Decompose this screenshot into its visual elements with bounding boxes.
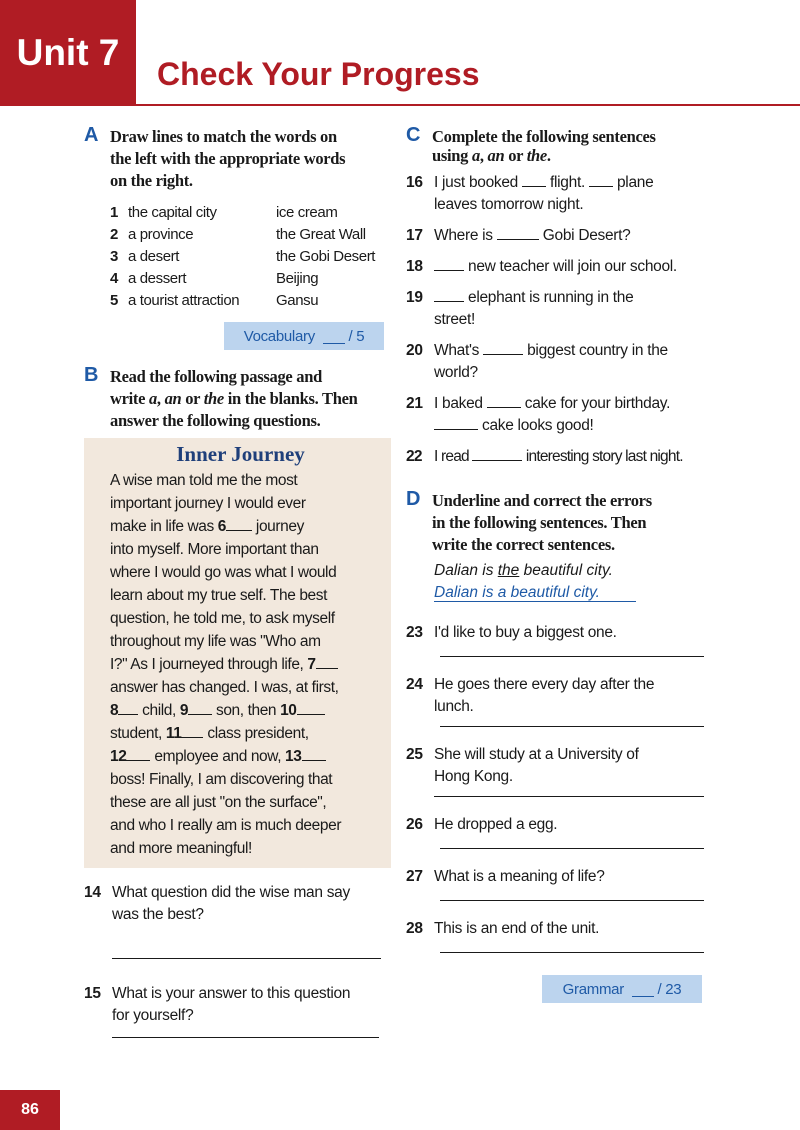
question-text: world? bbox=[434, 364, 478, 381]
question-body bbox=[112, 882, 389, 959]
passage-line: throughout my life was "Who am bbox=[110, 633, 321, 650]
passage-line: A wise man told me the most bbox=[110, 472, 298, 489]
instruction-line: Draw lines to match the words on bbox=[110, 127, 337, 146]
passage-text: son, then bbox=[212, 702, 281, 719]
question-text: He dropped a egg. bbox=[434, 816, 558, 833]
question-number: 28 bbox=[406, 920, 423, 937]
passage-blank[interactable] bbox=[188, 700, 212, 715]
score-label: Vocabulary bbox=[243, 327, 315, 345]
unit-tab bbox=[0, 0, 136, 106]
article-an: an bbox=[164, 389, 182, 408]
question-number: 15 bbox=[84, 985, 101, 1002]
section-b-letter: B bbox=[84, 364, 99, 386]
section-b-heading bbox=[84, 366, 389, 432]
score-label: Grammar bbox=[562, 980, 624, 998]
page-number: 86 bbox=[0, 1090, 60, 1130]
question-body bbox=[434, 393, 716, 437]
question-text: for yourself? bbox=[112, 1007, 194, 1024]
sentence-blank[interactable] bbox=[522, 172, 546, 187]
passage-line: learn about my true self. The best bbox=[110, 587, 328, 604]
passage-text: journey bbox=[252, 518, 304, 535]
score-blank[interactable] bbox=[632, 982, 654, 997]
question-body bbox=[434, 918, 716, 953]
question-24 bbox=[406, 674, 716, 727]
match-left-word[interactable]: the capital city bbox=[128, 204, 217, 221]
blank-number: 12 bbox=[110, 748, 127, 765]
question-body bbox=[434, 866, 716, 901]
article-the: the bbox=[203, 389, 224, 408]
separator: or bbox=[504, 146, 527, 165]
sentence-blank[interactable] bbox=[483, 340, 523, 355]
separator: , bbox=[156, 389, 165, 408]
passage-blank[interactable] bbox=[302, 746, 326, 761]
question-21 bbox=[406, 393, 716, 437]
example-text: beautiful city. bbox=[519, 562, 613, 579]
question-body bbox=[434, 172, 716, 216]
question-text: He goes there every day after the bbox=[434, 676, 655, 693]
article-a: a bbox=[471, 146, 480, 165]
answer-line[interactable] bbox=[440, 718, 704, 727]
question-body bbox=[434, 622, 716, 657]
question-body bbox=[434, 744, 716, 797]
passage-line: answer has changed. I was, at first, bbox=[110, 679, 339, 696]
match-right-word[interactable]: the Great Wall bbox=[276, 226, 366, 243]
question-number: 25 bbox=[406, 746, 423, 763]
question-text: This is an end of the unit. bbox=[434, 920, 600, 937]
question-22 bbox=[406, 446, 716, 468]
passage-box bbox=[84, 438, 391, 868]
passage-text: student, bbox=[110, 725, 166, 742]
match-number: 2 bbox=[110, 226, 118, 243]
question-27 bbox=[406, 866, 716, 901]
question-text bbox=[434, 340, 716, 362]
question-text: I'd like to buy a biggest one. bbox=[434, 624, 617, 641]
instruction-text: write bbox=[110, 389, 149, 408]
section-a-letter: A bbox=[84, 124, 99, 146]
question-number: 16 bbox=[406, 174, 423, 191]
passage-text: class president, bbox=[203, 725, 309, 742]
page-title: Check Your Progress bbox=[157, 56, 480, 92]
sentence-text: cake looks good! bbox=[478, 417, 594, 434]
question-number: 23 bbox=[406, 624, 423, 641]
sentence-text: cake for your birthday. bbox=[520, 395, 671, 412]
blank-number: 10 bbox=[280, 702, 297, 719]
section-a-instruction bbox=[110, 126, 389, 192]
section-c-instruction bbox=[432, 126, 716, 164]
sentence-text: plane bbox=[612, 174, 654, 191]
blank-number: 8 bbox=[110, 702, 119, 719]
section-d-heading bbox=[406, 490, 716, 556]
passage-line: into myself. More important than bbox=[110, 541, 319, 558]
question-text: street! bbox=[434, 311, 475, 328]
answer-line[interactable] bbox=[112, 926, 381, 959]
unit-label: Unit 7 bbox=[16, 32, 120, 73]
passage-line bbox=[110, 745, 381, 768]
match-item bbox=[110, 224, 389, 246]
instruction-line: on the right. bbox=[110, 171, 193, 190]
passage-line bbox=[110, 699, 381, 722]
passage-line: and who I really am is much deeper bbox=[110, 817, 342, 834]
match-item bbox=[110, 246, 389, 268]
blank-number: 7 bbox=[307, 656, 316, 673]
passage-text: I?" As I journeyed through life, bbox=[110, 656, 308, 673]
instruction-line: the left with the appropriate words bbox=[110, 149, 346, 168]
passage-text: make in life was bbox=[110, 518, 218, 535]
instruction-line bbox=[110, 388, 389, 410]
blank-number: 11 bbox=[165, 725, 182, 742]
score-blank[interactable] bbox=[323, 329, 345, 344]
passage-blank[interactable] bbox=[226, 516, 252, 531]
question-text bbox=[434, 287, 716, 309]
passage-blank[interactable] bbox=[126, 746, 150, 761]
question-text bbox=[434, 225, 716, 247]
separator: . bbox=[546, 146, 551, 165]
question-text: What question did the wise man say bbox=[112, 884, 350, 901]
match-item bbox=[110, 202, 389, 224]
instruction-line: Underline and correct the errors bbox=[432, 491, 652, 510]
example-correct bbox=[434, 582, 716, 604]
question-text bbox=[434, 256, 716, 278]
example-error-word: the bbox=[497, 562, 520, 579]
question-body bbox=[112, 983, 389, 1038]
passage-text: employee and now, bbox=[150, 748, 286, 765]
match-right-word[interactable]: Gansu bbox=[276, 292, 319, 309]
question-body bbox=[434, 340, 716, 384]
match-right-word[interactable]: ice cream bbox=[276, 204, 338, 221]
question-text: leaves tomorrow night. bbox=[434, 196, 584, 213]
matching-list bbox=[110, 202, 389, 312]
passage-line: boss! Finally, I am discovering that bbox=[110, 771, 333, 788]
sentence-blank[interactable] bbox=[497, 225, 539, 240]
question-text bbox=[434, 415, 716, 437]
sentence-text: flight. bbox=[546, 174, 589, 191]
example-text: Dalian is bbox=[434, 562, 498, 579]
question-number: 21 bbox=[406, 395, 423, 412]
instruction-text: using bbox=[432, 146, 472, 165]
answer-line[interactable] bbox=[434, 788, 704, 797]
section-a-heading bbox=[84, 126, 389, 192]
grammar-score-box bbox=[542, 975, 702, 1003]
left-column bbox=[84, 126, 389, 1038]
question-19 bbox=[406, 287, 716, 331]
blank-number: 6 bbox=[217, 518, 227, 535]
sentence-text: elephant is running in the bbox=[464, 289, 634, 306]
separator: , bbox=[479, 146, 488, 165]
question-17 bbox=[406, 225, 716, 247]
question-15 bbox=[84, 983, 389, 1038]
answer-line[interactable] bbox=[440, 940, 704, 953]
match-number: 1 bbox=[110, 204, 118, 221]
question-16 bbox=[406, 172, 716, 216]
question-text: was the best? bbox=[112, 906, 204, 923]
instruction-line: answer the following questions. bbox=[110, 411, 321, 430]
instruction-line: in the following sentences. Then bbox=[432, 513, 647, 532]
sentence-text: biggest country in the bbox=[523, 342, 668, 359]
match-left-word[interactable]: a tourist attraction bbox=[128, 292, 240, 309]
question-number: 20 bbox=[406, 342, 423, 359]
question-text-with-line bbox=[112, 1005, 389, 1027]
separator: or bbox=[181, 389, 204, 408]
instruction-line: Complete the following sentences bbox=[432, 127, 656, 146]
match-left-word[interactable]: a province bbox=[128, 226, 194, 243]
article-a: a bbox=[148, 389, 157, 408]
question-body bbox=[434, 674, 716, 727]
question-25 bbox=[406, 744, 716, 797]
question-23 bbox=[406, 622, 716, 657]
passage-line bbox=[110, 515, 381, 538]
match-left-word[interactable]: a dessert bbox=[128, 270, 187, 287]
question-body bbox=[434, 814, 716, 849]
passage-blank[interactable] bbox=[118, 700, 138, 715]
answer-line[interactable] bbox=[440, 888, 704, 901]
sentence-text: Gobi Desert? bbox=[538, 227, 631, 244]
section-b-instruction bbox=[110, 366, 389, 432]
passage-line: important journey I would ever bbox=[110, 495, 306, 512]
header-rule bbox=[136, 104, 800, 106]
question-26 bbox=[406, 814, 716, 849]
example-correct-text: Dalian is a beautiful city. bbox=[434, 584, 636, 602]
question-number: 14 bbox=[84, 884, 101, 901]
passage-line: where I would go was what I would bbox=[110, 564, 337, 581]
article-an: an bbox=[487, 146, 505, 165]
question-number: 24 bbox=[406, 676, 423, 693]
section-d-instruction bbox=[432, 490, 716, 556]
answer-line[interactable] bbox=[112, 1027, 379, 1038]
question-number: 19 bbox=[406, 289, 423, 306]
vocabulary-score-box bbox=[224, 322, 384, 350]
blank-number: 13 bbox=[285, 748, 302, 765]
match-left-word[interactable]: a desert bbox=[128, 248, 179, 265]
passage-blank[interactable] bbox=[297, 700, 325, 715]
instruction-text: in the blanks. Then bbox=[223, 389, 358, 408]
instruction-line: write the correct sentences. bbox=[432, 535, 615, 554]
blank-number: 9 bbox=[179, 702, 189, 719]
example-wrong bbox=[434, 560, 716, 582]
sentence-blank[interactable] bbox=[434, 287, 464, 302]
match-item bbox=[110, 268, 389, 290]
answer-line[interactable] bbox=[440, 644, 704, 657]
question-14 bbox=[84, 882, 389, 959]
answer-line[interactable] bbox=[440, 836, 704, 849]
sentence-text: What's bbox=[434, 342, 484, 359]
sentence-blank[interactable] bbox=[472, 446, 522, 461]
match-number: 3 bbox=[110, 248, 118, 265]
right-column bbox=[406, 126, 716, 1003]
question-number: 26 bbox=[406, 816, 423, 833]
question-text: What is a meaning of life? bbox=[434, 868, 605, 885]
article-the: the bbox=[526, 146, 547, 165]
instruction-line: Read the following passage and bbox=[110, 367, 322, 386]
passage-line: and more meaningful! bbox=[110, 840, 252, 857]
question-20 bbox=[406, 340, 716, 384]
sentence-text: I just booked bbox=[434, 174, 522, 191]
question-text bbox=[434, 172, 716, 194]
question-number: 27 bbox=[406, 868, 423, 885]
match-item bbox=[110, 290, 389, 312]
match-right-word[interactable]: the Gobi Desert bbox=[276, 248, 376, 265]
passage-line bbox=[110, 653, 381, 676]
sentence-text: I baked bbox=[434, 395, 487, 412]
question-18 bbox=[406, 256, 716, 278]
question-28 bbox=[406, 918, 716, 953]
question-text: She will study at a University of bbox=[434, 746, 639, 763]
score-total: / 23 bbox=[657, 980, 682, 998]
passage-title: Inner Journey bbox=[176, 442, 305, 466]
sentence-text: interesting story last night. bbox=[522, 448, 683, 465]
section-c-heading bbox=[406, 126, 716, 164]
passage-line: these are all just "on the surface", bbox=[110, 794, 327, 811]
sentence-text: Where is bbox=[434, 227, 497, 244]
sentence-text: I read bbox=[434, 448, 473, 465]
question-text bbox=[434, 393, 716, 415]
passage-line bbox=[110, 722, 381, 745]
sentence-text: new teacher will join our school. bbox=[464, 258, 677, 275]
passage-blank[interactable] bbox=[316, 654, 338, 669]
section-d-letter: D bbox=[406, 488, 421, 510]
match-right-word[interactable]: Beijing bbox=[276, 270, 319, 287]
sentence-blank[interactable] bbox=[589, 172, 613, 187]
passage-blank[interactable] bbox=[181, 723, 203, 738]
score-total: / 5 bbox=[348, 327, 365, 345]
question-text: What is your answer to this question bbox=[112, 985, 351, 1002]
passage-text: child, bbox=[138, 702, 180, 719]
question-number: 18 bbox=[406, 258, 423, 275]
question-number: 22 bbox=[406, 448, 422, 465]
instruction-line bbox=[432, 148, 716, 164]
question-text: lunch. bbox=[434, 698, 474, 715]
question-text: Hong Kong. bbox=[434, 768, 513, 785]
question-number: 17 bbox=[406, 227, 423, 244]
question-text bbox=[434, 446, 716, 468]
question-body bbox=[434, 287, 716, 331]
match-number: 4 bbox=[110, 270, 118, 287]
sentence-blank[interactable] bbox=[434, 415, 478, 430]
match-number: 5 bbox=[110, 292, 118, 309]
sentence-blank[interactable] bbox=[487, 393, 521, 408]
sentence-blank[interactable] bbox=[434, 256, 464, 271]
passage-line: question, he told me, to ask myself bbox=[110, 610, 335, 627]
section-c-letter: C bbox=[406, 124, 421, 146]
